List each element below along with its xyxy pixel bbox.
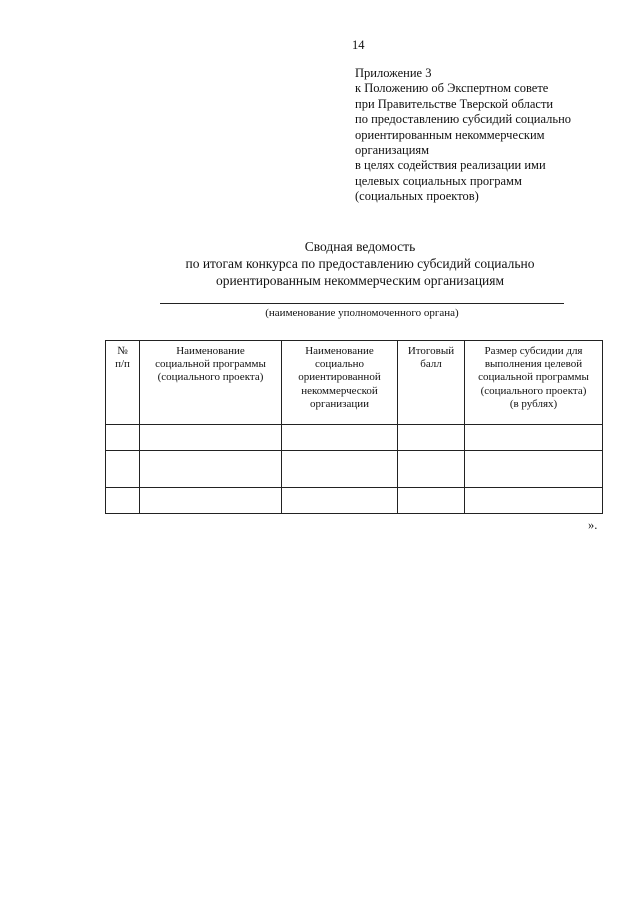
appendix-line: организациям [355, 143, 430, 158]
page-number: 14 [352, 38, 365, 52]
table-cell [465, 425, 603, 451]
appendix-line: при Правительстве Тверской области [355, 96, 554, 111]
table-cell [398, 488, 465, 514]
closing-quote: ». [588, 518, 598, 532]
column-header-program-name: Наименование социальной программы (социального проекта) [140, 341, 282, 425]
table-row [106, 451, 603, 488]
table-cell [106, 488, 140, 514]
table-cell [282, 451, 398, 488]
table-cell [282, 425, 398, 451]
table-cell [465, 451, 603, 488]
table-row [106, 488, 603, 514]
table-header-row [106, 341, 603, 425]
appendix-line: в целях содействия реализации ими [355, 158, 546, 173]
title-line: Сводная ведомость [304, 239, 416, 254]
table-row [106, 425, 603, 451]
table-cell [465, 488, 603, 514]
column-header-number: № п/п [106, 341, 140, 425]
title-line: по итогам конкурса по предоставлению субсидий социально [185, 256, 535, 271]
table-cell [140, 425, 282, 451]
appendix-line: целевых социальных программ [355, 173, 522, 188]
table-cell [140, 488, 282, 514]
appendix-line: (социальных проектов) [355, 189, 479, 204]
appendix-note [355, 66, 625, 205]
table-cell [398, 425, 465, 451]
document-title [0, 238, 640, 289]
title-line: ориентированным некоммерческим организациям [215, 273, 505, 288]
table-cell [398, 451, 465, 488]
table-cell [106, 425, 140, 451]
table-cell [282, 488, 398, 514]
column-header-subsidy-amount: Размер субсидии для выполнения целевой социальной программы (социального проекта) (в рублях) [465, 341, 603, 425]
org-name-blank-line [160, 303, 564, 304]
table-cell [106, 451, 140, 488]
appendix-line: к Положению об Экспертном совете [355, 81, 549, 96]
appendix-line: Приложение 3 [355, 66, 432, 80]
appendix-line: по предоставлению субсидий социально [355, 112, 572, 127]
org-name-caption: (наименование уполномоченного органа) [265, 307, 459, 319]
column-header-total-score: Итоговый балл [398, 341, 465, 425]
summary-table [105, 340, 603, 514]
appendix-line: ориентированным некоммерческим [355, 127, 545, 142]
column-header-organization-name: Наименование социально ориентированной некоммерческой организации [282, 341, 398, 425]
table-cell [140, 451, 282, 488]
